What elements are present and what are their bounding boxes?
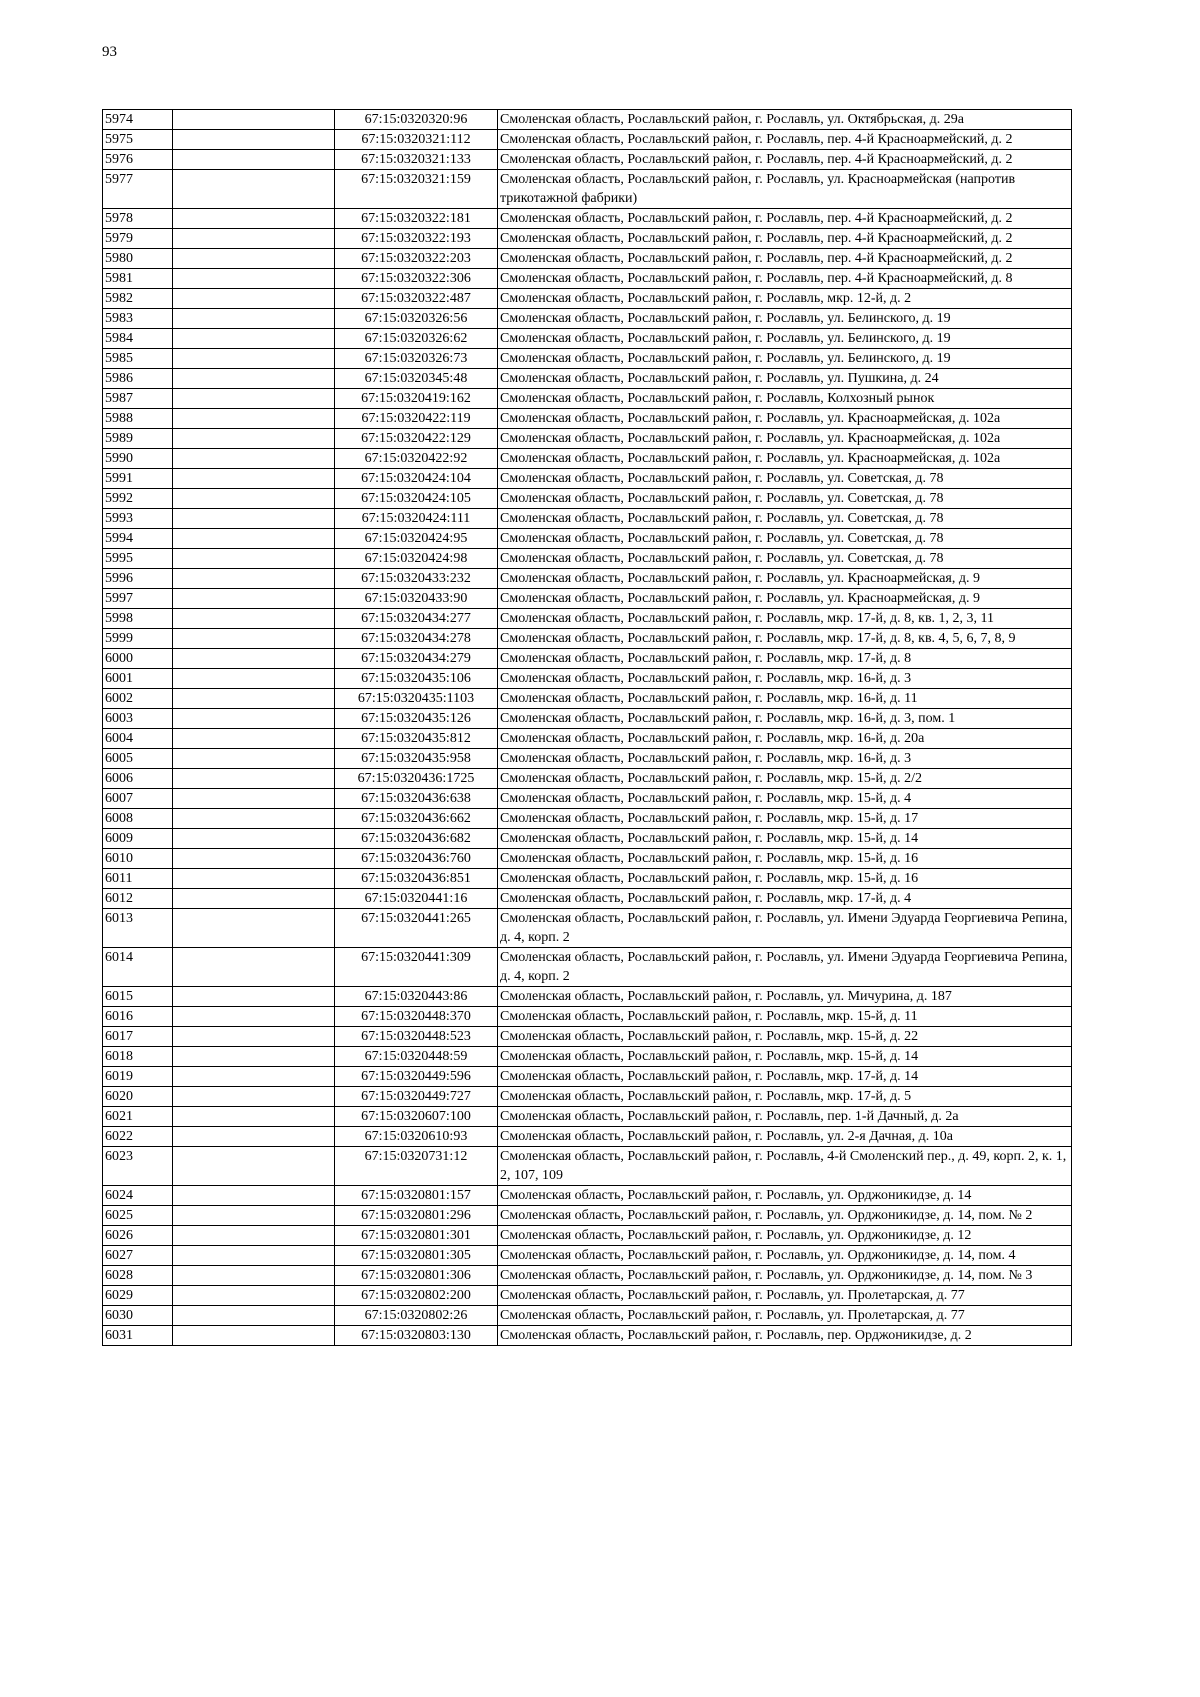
name-cell xyxy=(173,309,335,329)
name-cell xyxy=(173,709,335,729)
address-cell: Смоленская область, Рославльский район, г. Рославль, мкр. 17-й, д. 8, кв. 1, 2, 3, 11 xyxy=(498,609,1072,629)
cadastral-number-cell: 67:15:0320345:48 xyxy=(335,369,498,389)
address-cell: Смоленская область, Рославльский район, г. Рославль, пер. 1-й Дачный, д. 2а xyxy=(498,1107,1072,1127)
cadastral-number-cell: 67:15:0320441:16 xyxy=(335,889,498,909)
table-row xyxy=(103,849,1072,869)
table-row xyxy=(103,1147,1072,1186)
row-number-cell: 5978 xyxy=(103,209,173,229)
table-row xyxy=(103,1326,1072,1346)
address-cell: Смоленская область, Рославльский район, г. Рославль, ул. Орджоникидзе, д. 14 xyxy=(498,1186,1072,1206)
address-cell: Смоленская область, Рославльский район, г. Рославль, ул. Красноармейская, д. 102а xyxy=(498,409,1072,429)
address-cell: Смоленская область, Рославльский район, г. Рославль, ул. Имени Эдуарда Георгиевича Репина, д. 4, корп. 2 xyxy=(498,909,1072,948)
cadastral-number-cell: 67:15:0320441:309 xyxy=(335,948,498,987)
name-cell xyxy=(173,769,335,789)
table-row xyxy=(103,449,1072,469)
table-row xyxy=(103,987,1072,1007)
row-number-cell: 6024 xyxy=(103,1186,173,1206)
address-cell: Смоленская область, Рославльский район, г. Рославль, ул. Белинского, д. 19 xyxy=(498,349,1072,369)
row-number-cell: 5974 xyxy=(103,110,173,130)
cadastral-number-cell: 67:15:0320322:203 xyxy=(335,249,498,269)
name-cell xyxy=(173,1107,335,1127)
address-cell: Смоленская область, Рославльский район, г. Рославль, пер. 4-й Красноармейский, д. 2 xyxy=(498,130,1072,150)
cadastral-number-cell: 67:15:0320435:126 xyxy=(335,709,498,729)
address-cell: Смоленская область, Рославльский район, г. Рославль, мкр. 15-й, д. 22 xyxy=(498,1027,1072,1047)
table-row xyxy=(103,529,1072,549)
cadastral-number-cell: 67:15:0320436:760 xyxy=(335,849,498,869)
row-number-cell: 6017 xyxy=(103,1027,173,1047)
cadastral-number-cell: 67:15:0320449:596 xyxy=(335,1067,498,1087)
name-cell xyxy=(173,289,335,309)
row-number-cell: 5990 xyxy=(103,449,173,469)
table-row xyxy=(103,1027,1072,1047)
row-number-cell: 5975 xyxy=(103,130,173,150)
name-cell xyxy=(173,809,335,829)
cadastral-number-cell: 67:15:0320435:1103 xyxy=(335,689,498,709)
name-cell xyxy=(173,549,335,569)
table-row xyxy=(103,469,1072,489)
address-cell: Смоленская область, Рославльский район, г. Рославль, пер. 4-й Красноармейский, д. 2 xyxy=(498,249,1072,269)
cadastral-number-cell: 67:15:0320731:12 xyxy=(335,1147,498,1186)
address-cell: Смоленская область, Рославльский район, г. Рославль, ул. Советская, д. 78 xyxy=(498,489,1072,509)
row-number-cell: 6030 xyxy=(103,1306,173,1326)
address-cell: Смоленская область, Рославльский район, г. Рославль, мкр. 15-й, д. 17 xyxy=(498,809,1072,829)
name-cell xyxy=(173,1147,335,1186)
name-cell xyxy=(173,349,335,369)
row-number-cell: 5994 xyxy=(103,529,173,549)
row-number-cell: 6015 xyxy=(103,987,173,1007)
cadastral-number-cell: 67:15:0320436:851 xyxy=(335,869,498,889)
cadastral-number-cell: 67:15:0320610:93 xyxy=(335,1127,498,1147)
name-cell xyxy=(173,1047,335,1067)
table-row xyxy=(103,309,1072,329)
row-number-cell: 6002 xyxy=(103,689,173,709)
table-row xyxy=(103,269,1072,289)
name-cell xyxy=(173,489,335,509)
row-number-cell: 6019 xyxy=(103,1067,173,1087)
address-cell: Смоленская область, Рославльский район, г. Рославль, пер. 4-й Красноармейский, д. 2 xyxy=(498,209,1072,229)
cadastral-number-cell: 67:15:0320321:112 xyxy=(335,130,498,150)
table-row xyxy=(103,209,1072,229)
cadastral-number-cell: 67:15:0320424:98 xyxy=(335,549,498,569)
table-row xyxy=(103,609,1072,629)
row-number-cell: 6016 xyxy=(103,1007,173,1027)
table-row xyxy=(103,509,1072,529)
cadastral-number-cell: 67:15:0320436:1725 xyxy=(335,769,498,789)
table-row xyxy=(103,669,1072,689)
table-row xyxy=(103,1127,1072,1147)
cadastral-number-cell: 67:15:0320326:56 xyxy=(335,309,498,329)
cadastral-number-cell: 67:15:0320802:200 xyxy=(335,1286,498,1306)
name-cell xyxy=(173,249,335,269)
cadastral-number-cell: 67:15:0320801:157 xyxy=(335,1186,498,1206)
name-cell xyxy=(173,1027,335,1047)
registry-table-body xyxy=(103,110,1072,1346)
address-cell: Смоленская область, Рославльский район, г. Рославль, 4-й Смоленский пер., д. 49, корп. 2, к. 1, 2, 107, 109 xyxy=(498,1147,1072,1186)
address-cell: Смоленская область, Рославльский район, г. Рославль, ул. Пролетарская, д. 77 xyxy=(498,1306,1072,1326)
address-cell: Смоленская область, Рославльский район, г. Рославль, мкр. 17-й, д. 14 xyxy=(498,1067,1072,1087)
row-number-cell: 5987 xyxy=(103,389,173,409)
row-number-cell: 6029 xyxy=(103,1286,173,1306)
name-cell xyxy=(173,469,335,489)
cadastral-number-cell: 67:15:0320443:86 xyxy=(335,987,498,1007)
table-row xyxy=(103,749,1072,769)
row-number-cell: 5995 xyxy=(103,549,173,569)
name-cell xyxy=(173,329,335,349)
row-number-cell: 5985 xyxy=(103,349,173,369)
address-cell: Смоленская область, Рославльский район, г. Рославль, ул. 2-я Дачная, д. 10а xyxy=(498,1127,1072,1147)
address-cell: Смоленская область, Рославльский район, г. Рославль, ул. Белинского, д. 19 xyxy=(498,309,1072,329)
table-row xyxy=(103,569,1072,589)
cadastral-number-cell: 67:15:0320424:95 xyxy=(335,529,498,549)
name-cell xyxy=(173,649,335,669)
cadastral-number-cell: 67:15:0320321:133 xyxy=(335,150,498,170)
row-number-cell: 6003 xyxy=(103,709,173,729)
row-number-cell: 5981 xyxy=(103,269,173,289)
name-cell xyxy=(173,629,335,649)
table-row xyxy=(103,110,1072,130)
row-number-cell: 6026 xyxy=(103,1226,173,1246)
table-row xyxy=(103,369,1072,389)
row-number-cell: 5992 xyxy=(103,489,173,509)
cadastral-number-cell: 67:15:0320422:129 xyxy=(335,429,498,449)
cadastral-number-cell: 67:15:0320322:181 xyxy=(335,209,498,229)
cadastral-number-cell: 67:15:0320434:277 xyxy=(335,609,498,629)
table-row xyxy=(103,709,1072,729)
row-number-cell: 6025 xyxy=(103,1206,173,1226)
address-cell: Смоленская область, Рославльский район, г. Рославль, мкр. 16-й, д. 20а xyxy=(498,729,1072,749)
address-cell: Смоленская область, Рославльский район, г. Рославль, ул. Орджоникидзе, д. 14, пом. 4 xyxy=(498,1246,1072,1266)
address-cell: Смоленская область, Рославльский район, г. Рославль, мкр. 15-й, д. 14 xyxy=(498,829,1072,849)
cadastral-number-cell: 67:15:0320322:487 xyxy=(335,289,498,309)
row-number-cell: 6006 xyxy=(103,769,173,789)
row-number-cell: 6010 xyxy=(103,849,173,869)
address-cell: Смоленская область, Рославльский район, г. Рославль, Колхозный рынок xyxy=(498,389,1072,409)
name-cell xyxy=(173,1226,335,1246)
table-row xyxy=(103,889,1072,909)
address-cell: Смоленская область, Рославльский район, г. Рославль, ул. Красноармейская, д. 102а xyxy=(498,429,1072,449)
name-cell xyxy=(173,589,335,609)
row-number-cell: 5993 xyxy=(103,509,173,529)
table-row xyxy=(103,909,1072,948)
row-number-cell: 5991 xyxy=(103,469,173,489)
row-number-cell: 5980 xyxy=(103,249,173,269)
row-number-cell: 6022 xyxy=(103,1127,173,1147)
address-cell: Смоленская область, Рославльский район, г. Рославль, ул. Орджоникидзе, д. 14, пом. № 3 xyxy=(498,1266,1072,1286)
cadastral-number-cell: 67:15:0320435:106 xyxy=(335,669,498,689)
name-cell xyxy=(173,529,335,549)
name-cell xyxy=(173,1206,335,1226)
name-cell xyxy=(173,1246,335,1266)
cadastral-number-cell: 67:15:0320322:306 xyxy=(335,269,498,289)
row-number-cell: 6031 xyxy=(103,1326,173,1346)
cadastral-number-cell: 67:15:0320801:306 xyxy=(335,1266,498,1286)
row-number-cell: 5996 xyxy=(103,569,173,589)
name-cell xyxy=(173,369,335,389)
name-cell xyxy=(173,829,335,849)
cadastral-number-cell: 67:15:0320322:193 xyxy=(335,229,498,249)
table-row xyxy=(103,1246,1072,1266)
name-cell xyxy=(173,1326,335,1346)
name-cell xyxy=(173,130,335,150)
table-row xyxy=(103,249,1072,269)
cadastral-number-cell: 67:15:0320803:130 xyxy=(335,1326,498,1346)
address-cell: Смоленская область, Рославльский район, г. Рославль, мкр. 16-й, д. 3 xyxy=(498,669,1072,689)
name-cell xyxy=(173,609,335,629)
row-number-cell: 5989 xyxy=(103,429,173,449)
name-cell xyxy=(173,729,335,749)
name-cell xyxy=(173,110,335,130)
cadastral-number-cell: 67:15:0320424:111 xyxy=(335,509,498,529)
address-cell: Смоленская область, Рославльский район, г. Рославль, ул. Пролетарская, д. 77 xyxy=(498,1286,1072,1306)
table-row xyxy=(103,1286,1072,1306)
row-number-cell: 6011 xyxy=(103,869,173,889)
row-number-cell: 6007 xyxy=(103,789,173,809)
address-cell: Смоленская область, Рославльский район, г. Рославль, ул. Орджоникидзе, д. 12 xyxy=(498,1226,1072,1246)
table-row xyxy=(103,1226,1072,1246)
row-number-cell: 5977 xyxy=(103,170,173,209)
row-number-cell: 6012 xyxy=(103,889,173,909)
address-cell: Смоленская область, Рославльский район, г. Рославль, мкр. 12-й, д. 2 xyxy=(498,289,1072,309)
cadastral-number-cell: 67:15:0320441:265 xyxy=(335,909,498,948)
page-number: 93 xyxy=(102,44,117,60)
cadastral-number-cell: 67:15:0320433:90 xyxy=(335,589,498,609)
cadastral-number-cell: 67:15:0320326:73 xyxy=(335,349,498,369)
name-cell xyxy=(173,170,335,209)
address-cell: Смоленская область, Рославльский район, г. Рославль, пер. Орджоникидзе, д. 2 xyxy=(498,1326,1072,1346)
row-number-cell: 5986 xyxy=(103,369,173,389)
address-cell: Смоленская область, Рославльский район, г. Рославль, мкр. 16-й, д. 3 xyxy=(498,749,1072,769)
table-row xyxy=(103,1007,1072,1027)
row-number-cell: 6000 xyxy=(103,649,173,669)
address-cell: Смоленская область, Рославльский район, г. Рославль, ул. Красноармейская, д. 102а xyxy=(498,449,1072,469)
address-cell: Смоленская область, Рославльский район, г. Рославль, ул. Советская, д. 78 xyxy=(498,509,1072,529)
table-row xyxy=(103,869,1072,889)
address-cell: Смоленская область, Рославльский район, г. Рославль, мкр. 15-й, д. 14 xyxy=(498,1047,1072,1067)
row-number-cell: 6028 xyxy=(103,1266,173,1286)
table-row xyxy=(103,809,1072,829)
table-row xyxy=(103,1266,1072,1286)
address-cell: Смоленская область, Рославльский район, г. Рославль, ул. Орджоникидзе, д. 14, пом. № 2 xyxy=(498,1206,1072,1226)
cadastral-number-cell: 67:15:0320801:301 xyxy=(335,1226,498,1246)
address-cell: Смоленская область, Рославльский район, г. Рославль, ул. Красноармейская, д. 9 xyxy=(498,589,1072,609)
name-cell xyxy=(173,509,335,529)
table-row xyxy=(103,689,1072,709)
table-row xyxy=(103,349,1072,369)
address-cell: Смоленская область, Рославльский район, г. Рославль, мкр. 15-й, д. 11 xyxy=(498,1007,1072,1027)
table-row xyxy=(103,629,1072,649)
address-cell: Смоленская область, Рославльский район, г. Рославль, ул. Советская, д. 78 xyxy=(498,469,1072,489)
name-cell xyxy=(173,429,335,449)
name-cell xyxy=(173,1127,335,1147)
address-cell: Смоленская область, Рославльский район, г. Рославль, мкр. 15-й, д. 16 xyxy=(498,869,1072,889)
table-row xyxy=(103,150,1072,170)
address-cell: Смоленская область, Рославльский район, г. Рославль, ул. Белинского, д. 19 xyxy=(498,329,1072,349)
table-row xyxy=(103,769,1072,789)
cadastral-number-cell: 67:15:0320434:278 xyxy=(335,629,498,649)
name-cell xyxy=(173,1087,335,1107)
cadastral-number-cell: 67:15:0320801:305 xyxy=(335,1246,498,1266)
row-number-cell: 6005 xyxy=(103,749,173,769)
name-cell xyxy=(173,449,335,469)
row-number-cell: 5984 xyxy=(103,329,173,349)
row-number-cell: 6001 xyxy=(103,669,173,689)
row-number-cell: 6023 xyxy=(103,1147,173,1186)
address-cell: Смоленская область, Рославльский район, г. Рославль, мкр. 15-й, д. 16 xyxy=(498,849,1072,869)
row-number-cell: 6009 xyxy=(103,829,173,849)
cadastral-number-cell: 67:15:0320802:26 xyxy=(335,1306,498,1326)
table-row xyxy=(103,1107,1072,1127)
registry-table xyxy=(102,109,1072,1346)
address-cell: Смоленская область, Рославльский район, г. Рославль, мкр. 17-й, д. 5 xyxy=(498,1087,1072,1107)
name-cell xyxy=(173,1286,335,1306)
table-row xyxy=(103,130,1072,150)
name-cell xyxy=(173,409,335,429)
name-cell xyxy=(173,1186,335,1206)
cadastral-number-cell: 67:15:0320435:958 xyxy=(335,749,498,769)
cadastral-number-cell: 67:15:0320424:104 xyxy=(335,469,498,489)
table-row xyxy=(103,649,1072,669)
table-row xyxy=(103,789,1072,809)
name-cell xyxy=(173,909,335,948)
table-row xyxy=(103,429,1072,449)
address-cell: Смоленская область, Рославльский район, г. Рославль, ул. Красноармейская, д. 9 xyxy=(498,569,1072,589)
name-cell xyxy=(173,689,335,709)
cadastral-number-cell: 67:15:0320434:279 xyxy=(335,649,498,669)
cadastral-number-cell: 67:15:0320448:59 xyxy=(335,1047,498,1067)
address-cell: Смоленская область, Рославльский район, г. Рославль, мкр. 17-й, д. 4 xyxy=(498,889,1072,909)
row-number-cell: 5988 xyxy=(103,409,173,429)
cadastral-number-cell: 67:15:0320436:682 xyxy=(335,829,498,849)
name-cell xyxy=(173,269,335,289)
cadastral-number-cell: 67:15:0320449:727 xyxy=(335,1087,498,1107)
cadastral-number-cell: 67:15:0320436:638 xyxy=(335,789,498,809)
row-number-cell: 5982 xyxy=(103,289,173,309)
row-number-cell: 6021 xyxy=(103,1107,173,1127)
address-cell: Смоленская область, Рославльский район, г. Рославль, мкр. 16-й, д. 3, пом. 1 xyxy=(498,709,1072,729)
address-cell: Смоленская область, Рославльский район, г. Рославль, мкр. 15-й, д. 2/2 xyxy=(498,769,1072,789)
name-cell xyxy=(173,1007,335,1027)
table-row xyxy=(103,829,1072,849)
row-number-cell: 5998 xyxy=(103,609,173,629)
address-cell: Смоленская область, Рославльский район, г. Рославль, ул. Мичурина, д. 187 xyxy=(498,987,1072,1007)
cadastral-number-cell: 67:15:0320433:232 xyxy=(335,569,498,589)
table-row xyxy=(103,1087,1072,1107)
cadastral-number-cell: 67:15:0320321:159 xyxy=(335,170,498,209)
table-row xyxy=(103,329,1072,349)
row-number-cell: 6027 xyxy=(103,1246,173,1266)
table-row xyxy=(103,589,1072,609)
address-cell: Смоленская область, Рославльский район, г. Рославль, мкр. 17-й, д. 8 xyxy=(498,649,1072,669)
cadastral-number-cell: 67:15:0320607:100 xyxy=(335,1107,498,1127)
table-row xyxy=(103,170,1072,209)
address-cell: Смоленская область, Рославльский район, г. Рославль, ул. Красноармейская (напротив трикотажной фабрики) xyxy=(498,170,1072,209)
address-cell: Смоленская область, Рославльский район, г. Рославль, ул. Октябрьская, д. 29а xyxy=(498,110,1072,130)
table-row xyxy=(103,729,1072,749)
address-cell: Смоленская область, Рославльский район, г. Рославль, ул. Советская, д. 78 xyxy=(498,529,1072,549)
cadastral-number-cell: 67:15:0320422:92 xyxy=(335,449,498,469)
row-number-cell: 5997 xyxy=(103,589,173,609)
table-row xyxy=(103,409,1072,429)
row-number-cell: 6014 xyxy=(103,948,173,987)
row-number-cell: 6013 xyxy=(103,909,173,948)
table-row xyxy=(103,1047,1072,1067)
row-number-cell: 5976 xyxy=(103,150,173,170)
name-cell xyxy=(173,948,335,987)
name-cell xyxy=(173,209,335,229)
table-row xyxy=(103,1206,1072,1226)
row-number-cell: 6018 xyxy=(103,1047,173,1067)
table-row xyxy=(103,1186,1072,1206)
name-cell xyxy=(173,150,335,170)
cadastral-number-cell: 67:15:0320419:162 xyxy=(335,389,498,409)
table-row xyxy=(103,289,1072,309)
row-number-cell: 5999 xyxy=(103,629,173,649)
table-row xyxy=(103,489,1072,509)
address-cell: Смоленская область, Рославльский район, г. Рославль, ул. Имени Эдуарда Георгиевича Репина, д. 4, корп. 2 xyxy=(498,948,1072,987)
row-number-cell: 5979 xyxy=(103,229,173,249)
address-cell: Смоленская область, Рославльский район, г. Рославль, пер. 4-й Красноармейский, д. 8 xyxy=(498,269,1072,289)
address-cell: Смоленская область, Рославльский район, г. Рославль, пер. 4-й Красноармейский, д. 2 xyxy=(498,229,1072,249)
cadastral-number-cell: 67:15:0320424:105 xyxy=(335,489,498,509)
name-cell xyxy=(173,1067,335,1087)
address-cell: Смоленская область, Рославльский район, г. Рославль, мкр. 17-й, д. 8, кв. 4, 5, 6, 7, 8, 9 xyxy=(498,629,1072,649)
table-row xyxy=(103,549,1072,569)
cadastral-number-cell: 67:15:0320436:662 xyxy=(335,809,498,829)
name-cell xyxy=(173,229,335,249)
address-cell: Смоленская область, Рославльский район, г. Рославль, пер. 4-й Красноармейский, д. 2 xyxy=(498,150,1072,170)
row-number-cell: 6004 xyxy=(103,729,173,749)
name-cell xyxy=(173,1266,335,1286)
name-cell xyxy=(173,749,335,769)
row-number-cell: 6008 xyxy=(103,809,173,829)
cadastral-number-cell: 67:15:0320801:296 xyxy=(335,1206,498,1226)
table-row xyxy=(103,1306,1072,1326)
table-row xyxy=(103,1067,1072,1087)
name-cell xyxy=(173,889,335,909)
address-cell: Смоленская область, Рославльский район, г. Рославль, мкр. 16-й, д. 11 xyxy=(498,689,1072,709)
name-cell xyxy=(173,669,335,689)
address-cell: Смоленская область, Рославльский район, г. Рославль, ул. Советская, д. 78 xyxy=(498,549,1072,569)
name-cell xyxy=(173,987,335,1007)
cadastral-number-cell: 67:15:0320326:62 xyxy=(335,329,498,349)
address-cell: Смоленская область, Рославльский район, г. Рославль, мкр. 15-й, д. 4 xyxy=(498,789,1072,809)
name-cell xyxy=(173,789,335,809)
table-row xyxy=(103,948,1072,987)
cadastral-number-cell: 67:15:0320448:370 xyxy=(335,1007,498,1027)
cadastral-number-cell: 67:15:0320320:96 xyxy=(335,110,498,130)
row-number-cell: 6020 xyxy=(103,1087,173,1107)
name-cell xyxy=(173,869,335,889)
cadastral-number-cell: 67:15:0320422:119 xyxy=(335,409,498,429)
cadastral-number-cell: 67:15:0320435:812 xyxy=(335,729,498,749)
name-cell xyxy=(173,389,335,409)
name-cell xyxy=(173,569,335,589)
name-cell xyxy=(173,1306,335,1326)
cadastral-number-cell: 67:15:0320448:523 xyxy=(335,1027,498,1047)
table-row xyxy=(103,389,1072,409)
address-cell: Смоленская область, Рославльский район, г. Рославль, ул. Пушкина, д. 24 xyxy=(498,369,1072,389)
table-row xyxy=(103,229,1072,249)
name-cell xyxy=(173,849,335,869)
row-number-cell: 5983 xyxy=(103,309,173,329)
